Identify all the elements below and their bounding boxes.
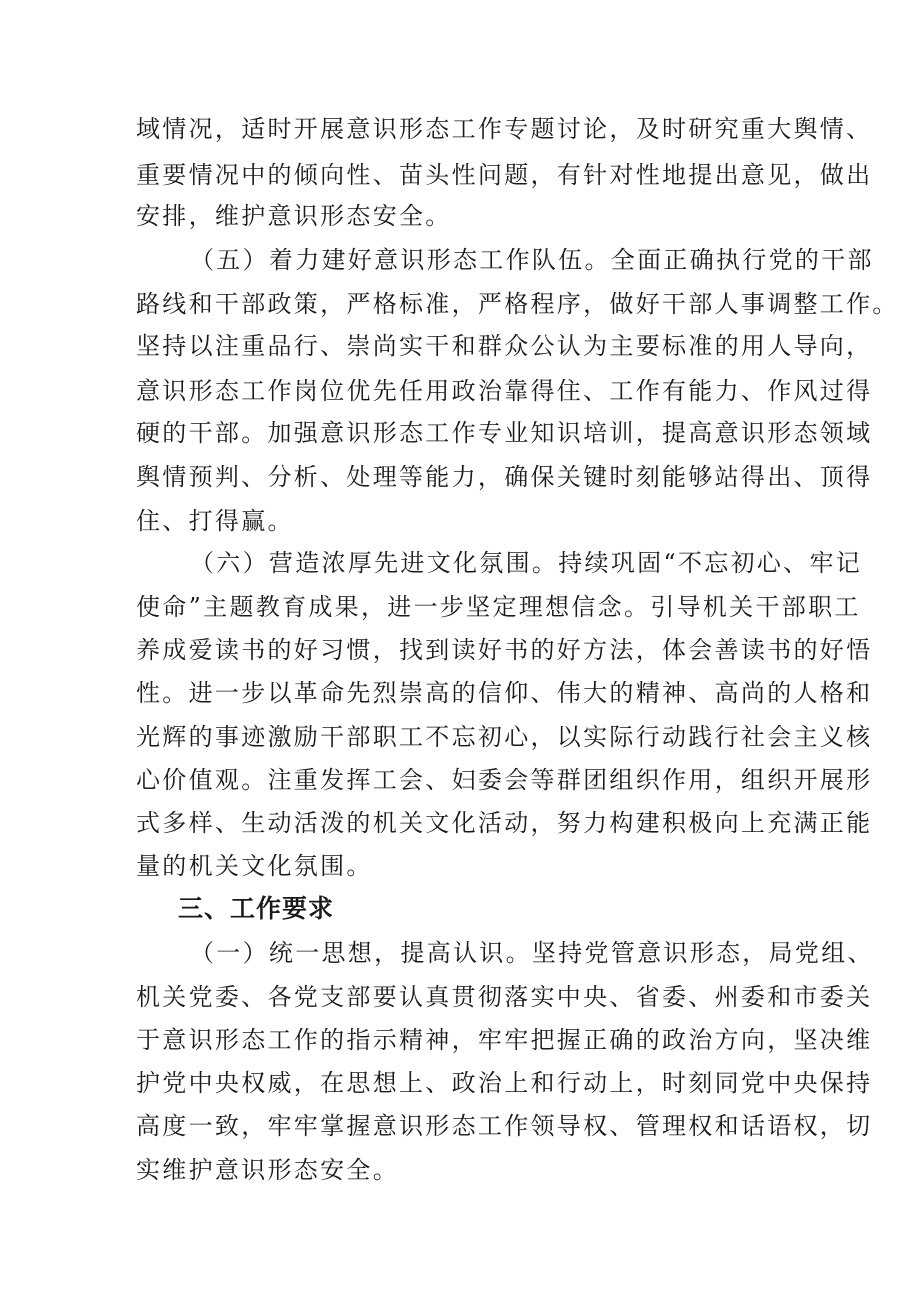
text-line: 机关党委、各党支部要认真贯彻落实中央、省委、州委和市委关 bbox=[136, 983, 873, 1011]
text-line: 量的机关文化氛围。 bbox=[136, 852, 373, 880]
section-heading: 三、工作要求 bbox=[178, 894, 335, 923]
paragraph-six-first-line: （六）营造浓厚先进文化氛围。持续巩固“不忘初心、牢记 bbox=[190, 549, 863, 577]
text-line: 意识形态工作岗位优先任用政治靠得住、工作有能力、作风过得 bbox=[136, 377, 873, 405]
text-line: 路线和干部政策，严格标准，严格程序，做好干部人事调整工作。 bbox=[136, 290, 899, 318]
text-line: 光辉的事迹激励干部职工不忘初心，以实际行动践行社会主义核 bbox=[136, 723, 873, 751]
paragraph-five-first-line: （五）着力建好意识形态工作队伍。全面正确执行党的干部 bbox=[190, 246, 874, 274]
text-line: 于意识形态工作的指示精神，牢牢把握正确的政治方向，坚决维 bbox=[136, 1026, 873, 1054]
text-line: 安排，维护意识形态安全。 bbox=[136, 202, 452, 230]
text-line: 高度一致，牢牢掌握意识形态工作领导权、管理权和话语权，切 bbox=[136, 1112, 873, 1140]
text-line: 实维护意识形态安全。 bbox=[136, 1156, 399, 1184]
text-line: 域情况，适时开展意识形态工作专题讨论，及时研究重大舆情、 bbox=[136, 115, 873, 143]
text-line: 式多样、生动活泼的机关文化活动，努力构建积极向上充满正能 bbox=[136, 809, 873, 837]
text-line: 护党中央权威，在思想上、政治上和行动上，时刻同党中央保持 bbox=[136, 1069, 873, 1097]
text-line: 住、打得赢。 bbox=[136, 507, 294, 535]
text-line: 坚持以注重品行、崇尚实干和群众公认为主要标准的用人导向， bbox=[136, 332, 873, 360]
text-line: 硬的干部。加强意识形态工作专业知识培训，提高意识形态领域 bbox=[136, 419, 873, 447]
text-line: 舆情预判、分析、处理等能力，确保关键时刻能够站得出、顶得 bbox=[136, 463, 873, 491]
text-line: 使命”主题教育成果，进一步坚定理想信念。引导机关干部职工 bbox=[136, 593, 861, 621]
text-line: 养成爱读书的好习惯，找到读好书的好方法，体会善读书的好悟 bbox=[136, 636, 873, 664]
paragraph-one-first-line: （一）统一思想，提高认识。坚持党管意识形态，局党组、 bbox=[190, 939, 874, 967]
text-line: 性。进一步以革命先烈崇高的信仰、伟大的精神、高尚的人格和 bbox=[136, 679, 873, 707]
text-line: 重要情况中的倾向性、苗头性问题，有针对性地提出意见，做出 bbox=[136, 161, 873, 189]
text-line: 心价值观。注重发挥工会、妇委会等群团组织作用，组织开展形 bbox=[136, 766, 873, 794]
